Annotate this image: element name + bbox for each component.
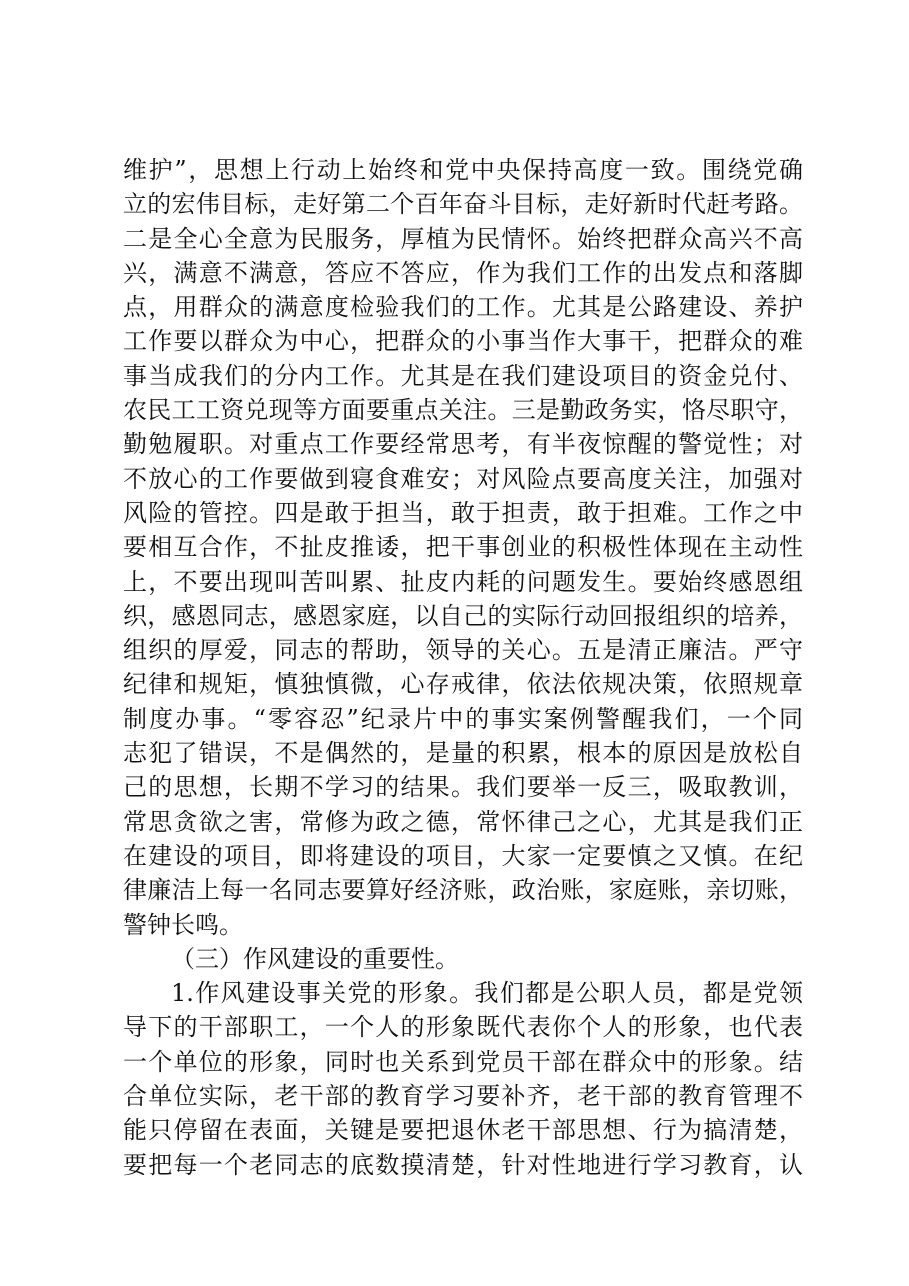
section-heading: （三）作风建设的重要性。 [171,944,459,973]
text-line: 合单位实际，老干部的教育学习要补齐，老干部的教育管理不 [123,1082,803,1111]
text-line: 二是全心全意为民服务，厚植为民情怀。始终把群众高兴不高 [123,224,803,253]
text-line: 兴，满意不满意，答应不答应，作为我们工作的出发点和落脚 [123,258,803,287]
text-line: 织，感恩同志，感恩家庭，以自己的实际行动回报组织的培养， [123,601,803,630]
paragraph-first-line: 1.作风建设事关党的形象。我们都是公职人员，都是党领 [171,979,803,1008]
text-line: 不放心的工作要做到寝食难安；对风险点要高度关注，加强对 [123,464,803,493]
text-line: 制度办事。“零容忍”纪录片中的事实案例警醒我们，一个同 [123,704,803,733]
text-line: 己的思想，长期不学习的结果。我们要举一反三，吸取教训， [123,773,803,802]
text-line: 点，用群众的满意度检验我们的工作。尤其是公路建设、养护 [123,293,803,322]
text-line: 农民工工资兑现等方面要重点关注。三是勤政务实，恪尽职守， [123,396,803,425]
text-line: 风险的管控。四是敢于担当，敢于担责，敢于担难。工作之中 [123,498,803,527]
text-line: 律廉洁上每一名同志要算好经济账，政治账，家庭账，亲切账， [123,876,803,905]
text-line: 要相互合作，不扯皮推诿，把干事创业的积极性体现在主动性 [123,533,803,562]
text-line: 志犯了错误，不是偶然的，是量的积累，根本的原因是放松自 [123,739,803,768]
text-line: 要把每一个老同志的底数摸清楚，针对性地进行学习教育，认 [123,1150,803,1179]
text-line: 事当成我们的分内工作。尤其是在我们建设项目的资金兑付、 [123,361,803,390]
text-line: 在建设的项目，即将建设的项目，大家一定要慎之又慎。在纪 [123,841,803,870]
text-line: 警钟长鸣。 [123,910,243,939]
text-line: 勤勉履职。对重点工作要经常思考，有半夜惊醒的警觉性；对 [123,430,803,459]
text-line: 能只停留在表面，关键是要把退休老干部思想、行为搞清楚， [123,1116,803,1145]
text-line: 导下的干部职工，一个人的形象既代表你个人的形象，也代表 [123,1013,803,1042]
text-line: 纪律和规矩，慎独慎微，心存戒律，依法依规决策，依照规章 [123,670,803,699]
text-line: 维护”，思想上行动上始终和党中央保持高度一致。围绕党确 [123,156,803,184]
text-line: 立的宏伟目标，走好第二个百年奋斗目标，走好新时代赶考路。 [123,190,803,219]
text-line: 上，不要出现叫苦叫累、扯皮内耗的问题发生。要始终感恩组 [123,567,803,596]
text-line: 常思贪欲之害，常修为政之德，常怀律己之心，尤其是我们正 [123,807,803,836]
text-line: 工作要以群众为中心，把群众的小事当作大事干，把群众的难 [123,327,803,356]
text-line: 一个单位的形象，同时也关系到党员干部在群众中的形象。结 [123,1047,803,1076]
text-line: 组织的厚爱，同志的帮助，领导的关心。五是清正廉洁。严守 [123,636,803,665]
body-text [123,153,803,1182]
